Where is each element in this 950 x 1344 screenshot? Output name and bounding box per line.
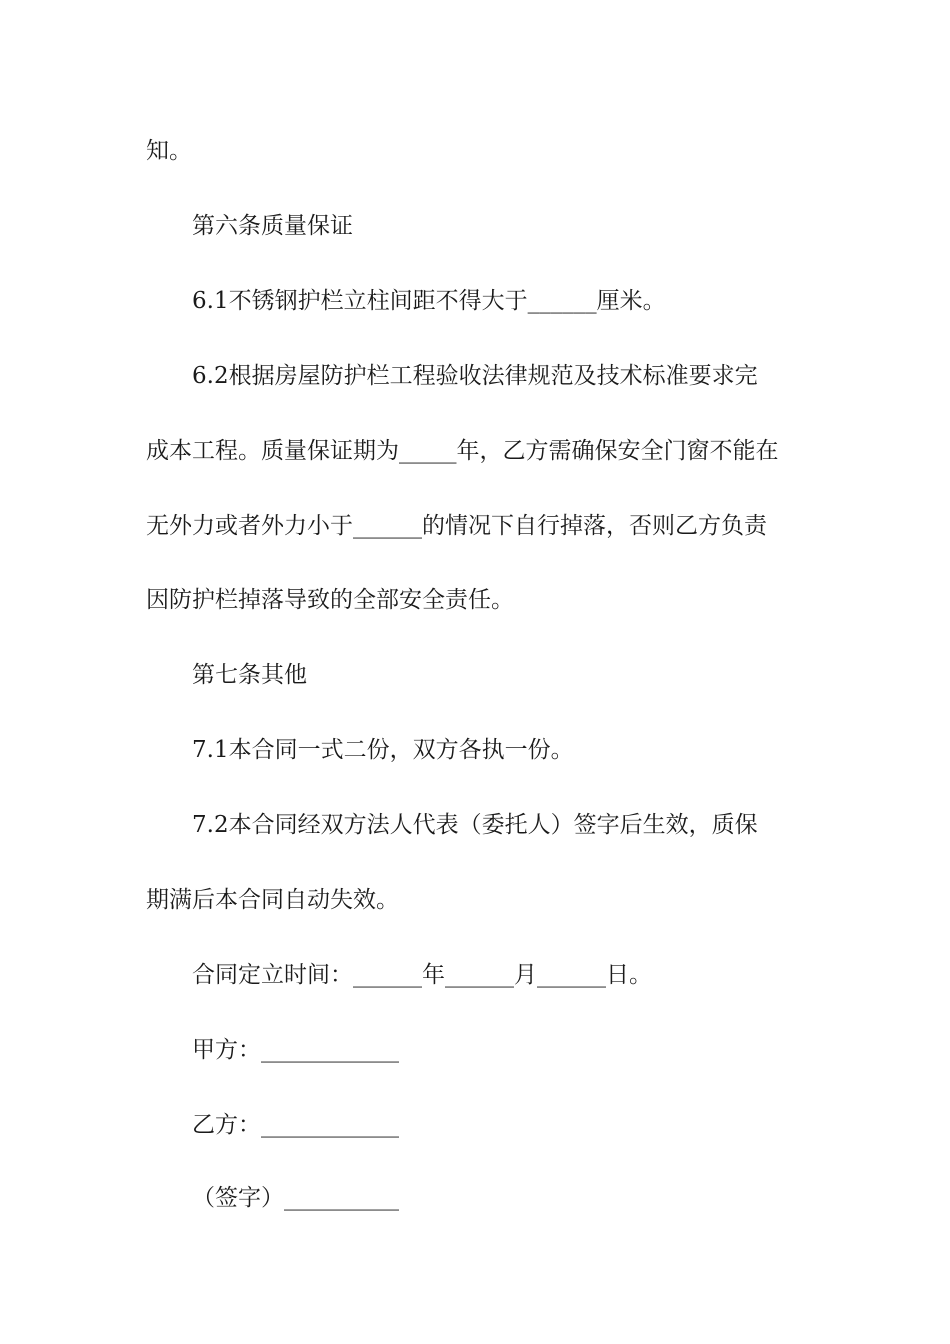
clause-6-2-line-4: 因防护栏掉落导致的全部安全责任。 bbox=[146, 587, 514, 613]
section-heading-6: 第六条质量保证 bbox=[192, 213, 353, 239]
clause-6-2-line-3: 无外力或者外力小于______的情况下自行掉落，否则乙方负责 bbox=[146, 513, 767, 539]
clause-7-2-line-1: 7.2本合同经双方法人代表（委托人）签字后生效，质保 bbox=[192, 812, 758, 838]
paragraph-continuation: 知。 bbox=[146, 138, 192, 164]
party-b-line: 乙方：____________ bbox=[192, 1112, 399, 1138]
clause-7-2-line-2: 期满后本合同自动失效。 bbox=[146, 887, 399, 913]
section-heading-7: 第七条其他 bbox=[192, 662, 307, 688]
clause-6-1: 6.1不锈钢护栏立柱间距不得大于______厘米。 bbox=[192, 288, 666, 314]
clause-6-2-line-2: 成本工程。质量保证期为_____年，乙方需确保安全门窗不能在 bbox=[146, 438, 779, 464]
signature-line: （签字）__________ bbox=[192, 1185, 399, 1211]
party-a-line: 甲方：____________ bbox=[192, 1037, 399, 1063]
contract-date-line: 合同定立时间：______年______月______日。 bbox=[192, 962, 652, 988]
clause-7-1: 7.1本合同一式二份，双方各执一份。 bbox=[192, 737, 574, 763]
clause-6-2-line-1: 6.2根据房屋防护栏工程验收法律规范及技术标准要求完 bbox=[192, 363, 758, 389]
